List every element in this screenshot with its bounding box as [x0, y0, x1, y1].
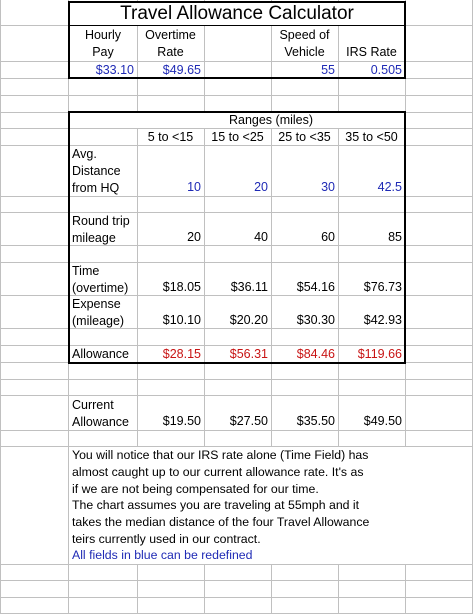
allowance-3: $84.46 [296, 347, 335, 361]
irs-rate-label: IRS Rate [346, 45, 397, 59]
hourly-pay-label: Hourly Pay [84, 28, 122, 59]
time-2: $36.11 [230, 280, 268, 294]
allowance-4: $119.66 [357, 347, 402, 361]
note-line-5: takes the median distance of the four Travel Allowance [72, 515, 370, 529]
current-allowance-1: $19.50 [162, 414, 201, 428]
note-line-3: if we are not being compensated for our time. [72, 482, 319, 496]
note-blue-fields: All fields in blue can be redefined [72, 548, 253, 562]
round-trip-2: 40 [254, 230, 268, 244]
round-trip-label: Round trip mileage [72, 214, 130, 245]
note-line-1: You will notice that our IRS rate alone (Time Field) has [72, 448, 369, 462]
avg-distance-3[interactable]: 30 [321, 180, 335, 194]
range-col-3: 25 to <35 [278, 130, 331, 144]
note-line-4: The chart assumes you are traveling at 55mph and it [72, 498, 360, 512]
time-1: $18.05 [162, 280, 201, 294]
expense-3: $30.30 [296, 313, 335, 327]
allowance-label: Allowance [72, 347, 129, 361]
current-allowance-4: $49.50 [363, 414, 402, 428]
overtime-rate-input[interactable]: $49.65 [162, 63, 201, 77]
time-label: Time (overtime) [72, 264, 129, 295]
round-trip-3: 60 [321, 230, 335, 244]
range-col-4: 35 to <50 [345, 130, 398, 144]
hourly-pay-input[interactable]: $33.10 [95, 63, 134, 77]
avg-distance-2[interactable]: 20 [254, 180, 268, 194]
avg-distance-4[interactable]: 42.5 [377, 180, 402, 194]
current-allowance-label: Current Allowance [72, 398, 129, 429]
allowance-2: $56.31 [229, 347, 268, 361]
range-col-1: 5 to <15 [147, 130, 194, 144]
note-line-2: almost caught up to our current allowance rate. It's as [72, 465, 364, 479]
round-trip-4: 85 [388, 230, 402, 244]
time-3: $54.16 [296, 280, 335, 294]
current-allowance-2: $27.50 [229, 414, 268, 428]
page-title: Travel Allowance Calculator [120, 3, 354, 24]
note-line-6: teirs currently used in our contract. [72, 532, 261, 546]
irs-rate-input[interactable]: 0.505 [370, 63, 402, 77]
expense-2: $20.20 [229, 313, 268, 327]
range-col-2: 15 to <25 [211, 130, 264, 144]
overtime-rate-label: Overtime Rate [145, 28, 196, 59]
current-allowance-3: $35.50 [296, 414, 335, 428]
speed-input[interactable]: 55 [321, 63, 335, 77]
avg-distance-label: Avg. Distance from HQ [72, 147, 121, 195]
allowance-1: $28.15 [162, 347, 201, 361]
expense-1: $10.10 [162, 313, 201, 327]
time-4: $76.73 [363, 280, 402, 294]
speed-label: Speed of Vehicle [279, 28, 330, 59]
avg-distance-1[interactable]: 10 [187, 180, 201, 194]
expense-label: Expense (mileage) [72, 297, 125, 328]
expense-4: $42.93 [363, 313, 402, 327]
round-trip-1: 20 [187, 230, 201, 244]
ranges-header: Ranges (miles) [228, 113, 314, 127]
